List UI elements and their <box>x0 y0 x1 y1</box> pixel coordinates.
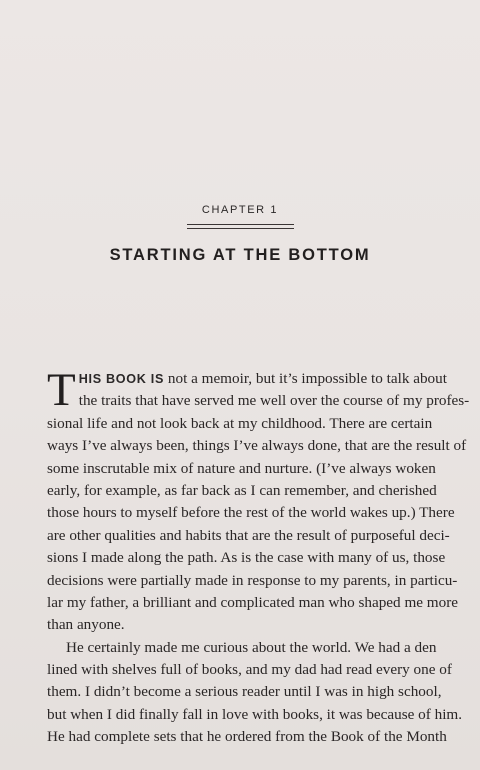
paragraph-1 <box>47 364 470 637</box>
text-line: early, for example, as far back as I can remember, and cherished <box>47 481 437 499</box>
text-line: some inscrutable mix of nature and nurture. (I’ve always woken <box>47 459 436 477</box>
lead-smallcaps: HIS BOOK IS <box>78 372 165 386</box>
text-line: are other qualities and habits that are the result of purposeful deci- <box>47 526 450 544</box>
text-line: decisions were partially made in response to my parents, in particu- <box>47 571 458 589</box>
chapter-rule-top <box>187 224 294 225</box>
paragraph-2 <box>47 637 463 749</box>
chapter-rule-bottom <box>187 228 294 229</box>
text-line: them. I didn’t become a serious reader until I was in high school, <box>47 683 442 701</box>
text-line <box>47 368 447 390</box>
text-line: He certainly made me curious about the world. We had a den <box>66 638 437 656</box>
text-line: sional life and not look back at my childhood. There are certain <box>47 414 433 432</box>
text-line: lined with shelves full of books, and my dad had read every one of <box>47 661 452 679</box>
text-line-content: not a memoir, but it’s impossible to talk about <box>164 370 447 387</box>
text-line: lar my father, a brilliant and complicated man who shaped me more <box>47 593 458 611</box>
drop-cap: T <box>47 364 76 416</box>
text-line: than anyone. <box>47 616 125 634</box>
text-line: those hours to myself before the rest of the world wakes up.) There <box>47 504 455 522</box>
chapter-label: CHAPTER 1 <box>201 204 279 216</box>
text-line: sions I made along the path. As is the case with many of us, those <box>47 549 446 567</box>
text-line: but when I did finally fall in love with books, it was because of him. <box>47 705 463 723</box>
text-line: the traits that have served me well over the course of my profes- <box>78 392 470 410</box>
text-line: He had complete sets that he ordered from the Book of the Month <box>47 728 447 746</box>
chapter-title: STARTING AT THE BOTTOM <box>109 246 371 264</box>
body-text <box>47 364 470 749</box>
text-line: ways I’ve always been, things I’ve always done, that are the result of <box>47 437 467 455</box>
